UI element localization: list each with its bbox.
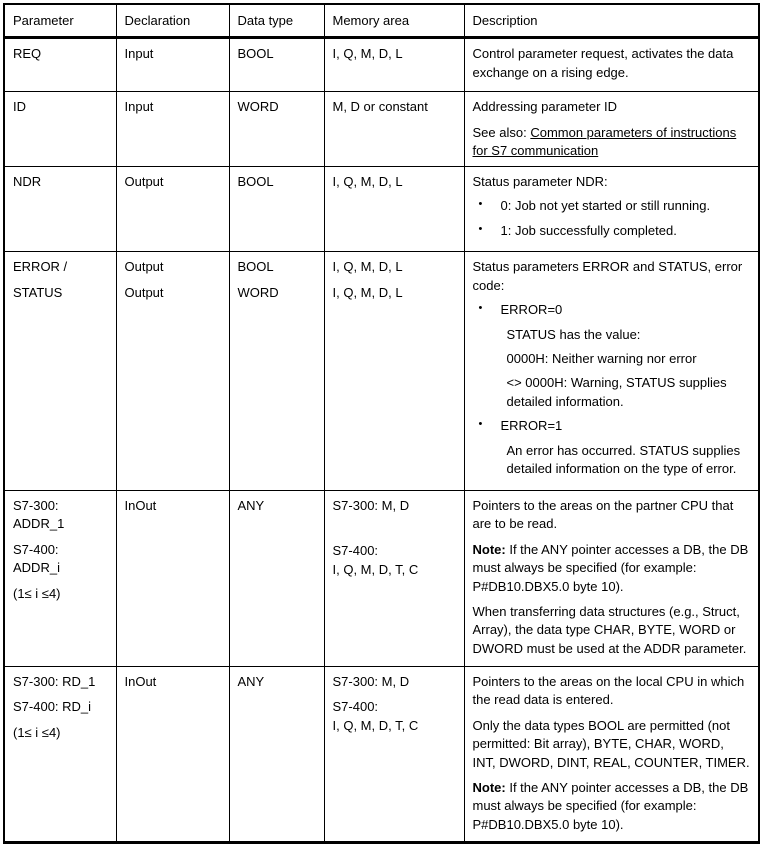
- cell-addr-description: [464, 490, 759, 666]
- cell-error-description: [464, 252, 759, 491]
- note-text: If the ANY pointer accesses a DB, the DB must always be specified (for example: P#DB10.DBX5.0 byte 10).: [472, 779, 749, 832]
- cell-rd-description: [464, 666, 759, 842]
- header-data-type: Data type: [229, 4, 324, 38]
- header-description: Description: [464, 4, 759, 38]
- bullet-sub-paragraph: 0000H: Neither warning nor error: [506, 350, 697, 366]
- description-paragraph: Pointers to the areas on the local CPU in which the read data is entered.: [472, 673, 745, 708]
- parameter-line: ADDR_1: [13, 516, 65, 532]
- cell-id-description: [464, 92, 759, 166]
- cell-id-parameter: ID: [4, 92, 116, 166]
- bullet-text: 1: Job successfully completed.: [500, 222, 677, 238]
- header-parameter: Parameter: [4, 4, 116, 38]
- cell-ndr-description: [464, 166, 759, 251]
- cell-ndr-declaration: Output: [116, 166, 229, 251]
- description-paragraph: Control parameter request, activates the data exchange on a rising edge.: [472, 46, 734, 80]
- header-declaration: Declaration: [116, 4, 229, 38]
- cell-ndr-data-type: BOOL: [229, 166, 324, 251]
- bullet-sub-paragraph: STATUS has the value:: [506, 326, 641, 342]
- cell-addr-data-type: ANY: [229, 490, 324, 666]
- note-label: Note:: [472, 779, 506, 795]
- bullet-icon: •: [478, 418, 483, 431]
- header-memory-area: Memory area: [324, 4, 464, 38]
- memory-area-line: I, Q, M, D, T, C: [332, 561, 419, 577]
- cell-error-declaration: [116, 252, 229, 491]
- parameter-line: S7-300:: [13, 497, 59, 513]
- memory-area-line: S7-300: M, D: [332, 497, 410, 513]
- data-type-line: WORD: [237, 284, 279, 300]
- see-also-prefix: See also:: [472, 124, 531, 140]
- cell-req-declaration: Input: [116, 38, 229, 92]
- cell-id-memory-area: M, D or constant: [324, 92, 464, 166]
- cell-req-parameter: REQ: [4, 38, 116, 92]
- cell-addr-parameter: [4, 490, 116, 666]
- note-text: If the ANY pointer accesses a DB, the DB must always be specified (for example: P#DB10.DBX5.0 byte 10).: [472, 541, 749, 594]
- description-paragraph: When transferring data structures (e.g., Struct, Array), the data type CHAR, BYTE, WORD or DWORD must be used at the ADDR parameter.: [472, 603, 747, 656]
- parameter-line: S7-300: RD_1: [13, 673, 96, 689]
- cell-rd-memory-area: [324, 666, 464, 842]
- table-row-addr: [4, 490, 759, 666]
- declaration-line: Output: [124, 284, 164, 300]
- parameter-line: (1≤ i ≤4): [13, 724, 61, 740]
- description-paragraph: Status parameters ERROR and STATUS, error code:: [472, 259, 743, 293]
- cell-rd-declaration: InOut: [116, 666, 229, 842]
- see-also-link[interactable]: Common parameters of instructions for S7 communication: [472, 124, 737, 159]
- cell-ndr-memory-area: I, Q, M, D, L: [324, 166, 464, 251]
- cell-error-data-type: [229, 252, 324, 491]
- bullet-item: [473, 222, 751, 240]
- memory-area-line: S7-300: M, D: [332, 673, 410, 689]
- memory-area-line: I, Q, M, D, L: [332, 284, 403, 300]
- cell-error-parameter: [4, 252, 116, 491]
- note-label: Note:: [472, 541, 506, 557]
- table-header-row: [4, 4, 759, 38]
- bullet-icon: •: [478, 198, 483, 211]
- parameter-line: S7-400: RD_i: [13, 699, 92, 715]
- cell-req-data-type: BOOL: [229, 38, 324, 92]
- description-paragraph: Pointers to the areas on the partner CPU that are to be read.: [472, 497, 734, 532]
- memory-area-line: S7-400:: [332, 699, 379, 715]
- parameter-line: STATUS: [13, 284, 63, 300]
- cell-addr-memory-area: [324, 490, 464, 666]
- bullet-sub-paragraph: An error has occurred. STATUS supplies detailed information on the type of error.: [506, 442, 741, 477]
- description-paragraph: Addressing parameter ID: [472, 99, 618, 115]
- memory-area-line: I, Q, M, D, L: [332, 259, 403, 275]
- table-row-error-status: [4, 252, 759, 491]
- bullet-sub-paragraph: <> 0000H: Warning, STATUS supplies detailed information.: [506, 375, 727, 409]
- note-paragraph: [473, 541, 751, 596]
- table-row-req: [4, 38, 759, 92]
- note-paragraph: [473, 779, 751, 834]
- parameter-line: ERROR /: [13, 259, 68, 275]
- cell-error-memory-area: [324, 252, 464, 491]
- parameter-table: [3, 3, 760, 844]
- cell-id-data-type: WORD: [229, 92, 324, 166]
- bullet-icon: •: [478, 302, 483, 315]
- table-row-rd: [4, 666, 759, 842]
- description-paragraph: Only the data types BOOL are permitted (not permitted: Bit array), BYTE, CHAR, WORD, INT, DWORD, DINT, REAL, COUNTER, TIMER.: [472, 717, 750, 770]
- see-also-paragraph: [473, 124, 751, 161]
- bullet-item: [473, 417, 751, 435]
- cell-ndr-parameter: NDR: [4, 166, 116, 251]
- bullet-item: [473, 197, 751, 215]
- bullet-text: 0: Job not yet started or still running.: [500, 198, 711, 214]
- cell-rd-parameter: [4, 666, 116, 842]
- table-row-id: [4, 92, 759, 166]
- bullet-icon: •: [478, 222, 483, 235]
- cell-rd-data-type: ANY: [229, 666, 324, 842]
- declaration-line: Output: [124, 259, 164, 275]
- memory-area-line: I, Q, M, D, T, C: [332, 717, 419, 733]
- table-row-ndr: [4, 166, 759, 251]
- bullet-item: [473, 301, 751, 319]
- memory-area-line: S7-400:: [332, 543, 379, 559]
- bullet-text: ERROR=0: [500, 302, 563, 318]
- cell-req-memory-area: I, Q, M, D, L: [324, 38, 464, 92]
- cell-id-declaration: Input: [116, 92, 229, 166]
- parameter-line: S7-400: ADDR_i: [13, 541, 60, 576]
- cell-addr-declaration: InOut: [116, 490, 229, 666]
- bullet-text: ERROR=1: [500, 418, 563, 434]
- cell-req-description: [464, 38, 759, 92]
- data-type-line: BOOL: [237, 259, 274, 275]
- description-paragraph: Status parameter NDR:: [472, 173, 608, 189]
- parameter-line: (1≤ i ≤4): [13, 585, 61, 601]
